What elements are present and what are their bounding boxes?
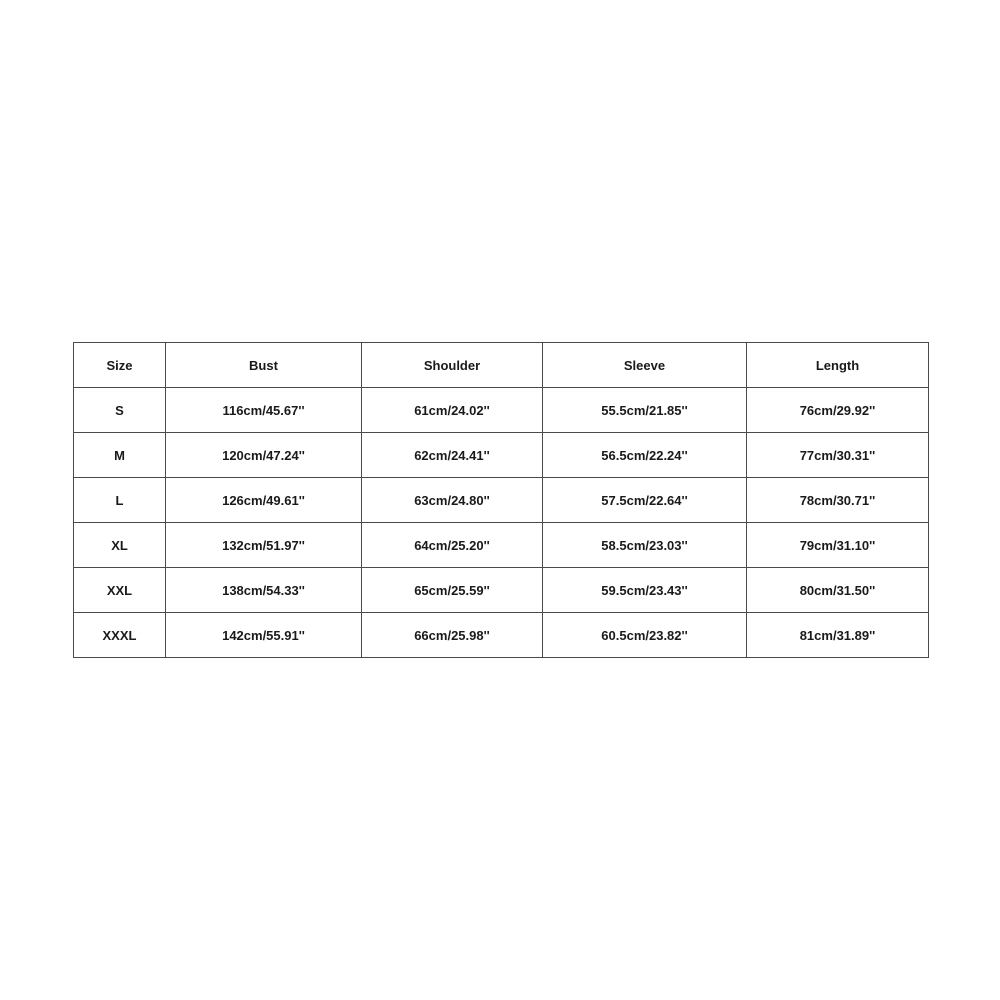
cell-length: 81cm/31.89''	[747, 613, 929, 658]
size-chart-table	[73, 342, 929, 658]
header-shoulder: Shoulder	[362, 343, 543, 388]
header-sleeve: Sleeve	[543, 343, 747, 388]
header-size: Size	[74, 343, 166, 388]
cell-bust: 138cm/54.33''	[166, 568, 362, 613]
table-row	[74, 433, 929, 478]
cell-shoulder: 64cm/25.20''	[362, 523, 543, 568]
cell-sleeve: 57.5cm/22.64''	[543, 478, 747, 523]
cell-size: XXL	[74, 568, 166, 613]
table-row	[74, 478, 929, 523]
cell-shoulder: 62cm/24.41''	[362, 433, 543, 478]
cell-shoulder: 61cm/24.02''	[362, 388, 543, 433]
cell-shoulder: 63cm/24.80''	[362, 478, 543, 523]
header-bust: Bust	[166, 343, 362, 388]
cell-size: XXXL	[74, 613, 166, 658]
cell-size: L	[74, 478, 166, 523]
table-row	[74, 568, 929, 613]
cell-sleeve: 56.5cm/22.24''	[543, 433, 747, 478]
header-length: Length	[747, 343, 929, 388]
cell-bust: 132cm/51.97''	[166, 523, 362, 568]
cell-shoulder: 66cm/25.98''	[362, 613, 543, 658]
cell-sleeve: 55.5cm/21.85''	[543, 388, 747, 433]
cell-length: 80cm/31.50''	[747, 568, 929, 613]
cell-length: 79cm/31.10''	[747, 523, 929, 568]
cell-sleeve: 60.5cm/23.82''	[543, 613, 747, 658]
cell-bust: 142cm/55.91''	[166, 613, 362, 658]
cell-sleeve: 58.5cm/23.03''	[543, 523, 747, 568]
cell-bust: 116cm/45.67''	[166, 388, 362, 433]
table-row	[74, 613, 929, 658]
table-row	[74, 388, 929, 433]
cell-size: XL	[74, 523, 166, 568]
header-row	[74, 343, 929, 388]
cell-length: 78cm/30.71''	[747, 478, 929, 523]
cell-bust: 126cm/49.61''	[166, 478, 362, 523]
cell-length: 76cm/29.92''	[747, 388, 929, 433]
cell-size: S	[74, 388, 166, 433]
cell-bust: 120cm/47.24''	[166, 433, 362, 478]
table-row	[74, 523, 929, 568]
cell-length: 77cm/30.31''	[747, 433, 929, 478]
cell-sleeve: 59.5cm/23.43''	[543, 568, 747, 613]
cell-shoulder: 65cm/25.59''	[362, 568, 543, 613]
cell-size: M	[74, 433, 166, 478]
